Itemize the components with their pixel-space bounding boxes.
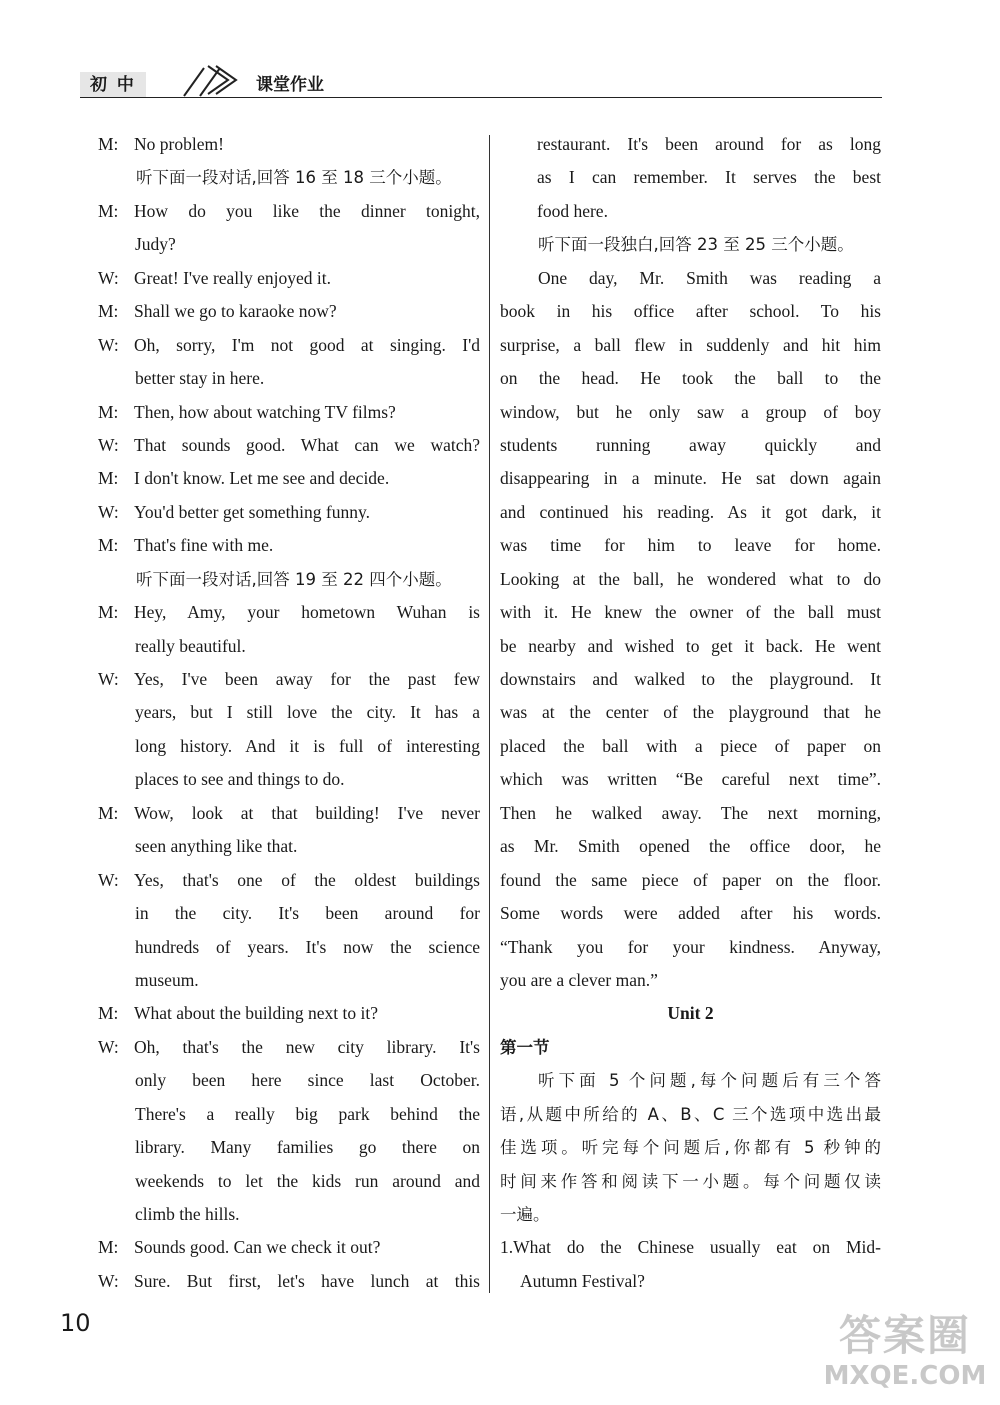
speaker-label: M: [98,602,119,623]
dialogue-text: Hey, Amy, your hometown Wuhan is [134,602,480,623]
instruction-text: 一遍。 [500,1205,550,1224]
section-instruction: 听下面一段对话,回答 19 至 22 四个小题。 [136,569,452,589]
dialogue-continuation: in the city. It's been around for [135,903,480,924]
speaker-label: W: [98,669,119,689]
speaker-label: M: [98,301,119,322]
passage-line: One day, Mr. Smith was reading a [538,267,881,288]
dialogue-text: Great! I've really enjoyed it. [134,267,332,288]
speaker-label: M: [98,200,119,221]
passage-line: and continued his reading. As it got dark, it [500,501,881,522]
passage-line: which was written “Be careful next time”. [500,769,881,790]
dialogue-text: Shall we go to karaoke now? [134,301,337,322]
dialogue-continuation: restaurant. It's been around for as long [537,134,881,154]
passage-line: surprise, a ball flew in suddenly and hit him [500,334,881,355]
dialogue-line [98,596,480,629]
speaker-label: M: [98,401,119,422]
dialogue-continuation: weekends to let the kids run around and [135,1170,480,1191]
speaker-label: W: [98,1270,119,1291]
page-number: 10 [60,1309,91,1337]
dialogue-line [98,329,480,362]
speaker-label: W: [98,1036,119,1057]
dialogue-line [98,1231,480,1264]
dialogue-line [98,797,480,830]
dialogue-text: What about the building next to it? [134,1003,378,1024]
passage-line: found the same piece of paper on the floor. [500,869,881,890]
dialogue-continuation: library. Many families go there on [135,1137,480,1158]
speaker-label: M: [98,468,119,489]
column-divider [489,135,490,1293]
instruction-text: 语,从题中所给的 A、B、C 三个选项中选出最 [500,1104,881,1124]
left-column [98,128,480,1298]
passage-line: was time for him to leave for home. [500,535,881,556]
passage-line: book in his office after school. To his [500,301,881,322]
passage-line: you are a clever man.” [500,969,658,990]
unit-heading: Unit 2 [667,1003,714,1024]
dialogue-continuation: museum. [135,969,199,990]
speaker-label: W: [98,869,119,890]
dialogue-line [98,128,480,161]
page-header [80,62,882,98]
dialogue-text: How do you like the dinner tonight, [134,200,480,221]
header-tag: 初 中 [80,72,146,98]
dialogue-text: Oh, sorry, I'm not good at singing. I'd [134,334,480,355]
dialogue-text: Then, how about watching TV films? [134,401,396,422]
dialogue-text: That sounds good. What can we watch? [134,434,480,455]
instruction-text: 听下面 5 个问题,每个问题后有三个答 [538,1071,881,1091]
section-instruction: 听下面一段对话,回答 16 至 18 三个小题。 [136,168,452,188]
passage-line: placed the ball with a piece of paper on [500,735,881,756]
passage-line: disappearing in a minute. He sat down again [500,468,881,489]
passage-line: be nearby and wished to get it back. He went [500,635,881,656]
dialogue-text: Yes, I've been away for the past few [134,669,480,689]
dialogue-text: Sounds good. Can we check it out? [134,1237,381,1258]
passage-line: window, but he only saw a group of boy [500,401,881,422]
instruction-text: 佳选项。听完每个问题后,你都有 5 秒钟的 [500,1138,881,1158]
passage-line: as Mr. Smith opened the office door, he [500,836,881,857]
dialogue-line [98,496,480,529]
dialogue-line [98,396,480,429]
speaker-label: M: [98,802,119,823]
passage-line: downstairs and walked to the playground. It [500,669,881,689]
dialogue-continuation: as I can remember. It serves the best [537,167,881,188]
dialogue-text: I don't know. Let me see and decide. [134,468,390,489]
speaker-label: M: [98,1237,119,1258]
watermark-logo: 答案圈 MXQE.COM [823,1311,987,1391]
dialogue-continuation: food here. [537,200,608,221]
question-continuation: Autumn Festival? [520,1270,645,1291]
header-title: 课堂作业 [256,75,324,95]
speaker-label: W: [98,501,119,522]
dialogue-continuation: climb the hills. [135,1204,240,1224]
dialogue-line [98,462,480,495]
dialogue-text: Sure. But first, let's have lunch at this [134,1270,480,1291]
header-rule [80,97,882,98]
dialogue-text: That's fine with me. [134,535,274,556]
passage-line: was at the center of the playground that he [500,702,881,723]
speaker-label: M: [98,1003,119,1024]
passage-line: on the head. He took the ball to the [500,368,881,389]
speaker-label: W: [98,434,119,455]
passage-line: with it. He knew the owner of the ball must [500,602,881,623]
dialogue-continuation: really beautiful. [135,635,246,656]
dialogue-line [98,1031,480,1064]
dialogue-line [98,1265,480,1298]
passage-line: Looking at the ball, he wondered what to do [500,568,881,589]
dialogue-line [98,997,480,1030]
dialogue-continuation: long history. And it is full of interesting [135,735,480,756]
passage-line: students running away quickly and [500,434,881,455]
dialogue-continuation: Judy? [135,234,176,255]
passage-line: Some words were added after his words. [500,903,881,924]
section-instruction: 听下面一段独白,回答 23 至 25 三个小题。 [538,235,854,255]
speaker-label: M: [98,535,119,556]
dialogue-text: Wow, look at that building! I've never [134,802,480,823]
double-chevron-icon [178,62,242,98]
passage-line: 1.What do the Chinese usually eat on Mid- [500,1237,881,1258]
speaker-label: W: [98,334,119,355]
dialogue-text: You'd better get something funny. [134,501,370,522]
dialogue-line [98,429,480,462]
dialogue-text: Yes, that's one of the oldest buildings [134,869,480,890]
dialogue-line [98,864,480,897]
dialogue-text: Oh, that's the new city library. It's [134,1036,480,1057]
instruction-text: 时间来作答和阅读下一小题。每个问题仅读 [500,1171,881,1191]
dialogue-continuation: seen anything like that. [135,836,298,857]
passage-line: Then he walked away. The next morning, [500,802,881,823]
section-heading: 第一节 [500,1037,550,1057]
dialogue-continuation: There's a really big park behind the [135,1103,480,1124]
dialogue-text: No problem! [134,134,224,154]
passage-line: “Thank you for your kindness. Anyway, [500,936,881,957]
dialogue-line [98,663,480,696]
right-column [500,128,881,1298]
dialogue-line [98,295,480,328]
dialogue-continuation: places to see and things to do. [135,769,345,790]
dialogue-continuation: hundreds of years. It's now the science [135,936,480,957]
dialogue-line [98,195,480,228]
dialogue-line [98,262,480,295]
dialogue-continuation: only been here since last October. [135,1070,480,1091]
dialogue-continuation: better stay in here. [135,368,265,389]
speaker-label: M: [98,134,119,154]
speaker-label: W: [98,267,119,288]
dialogue-line [98,529,480,562]
dialogue-continuation: years, but I still love the city. It has a [135,702,480,723]
